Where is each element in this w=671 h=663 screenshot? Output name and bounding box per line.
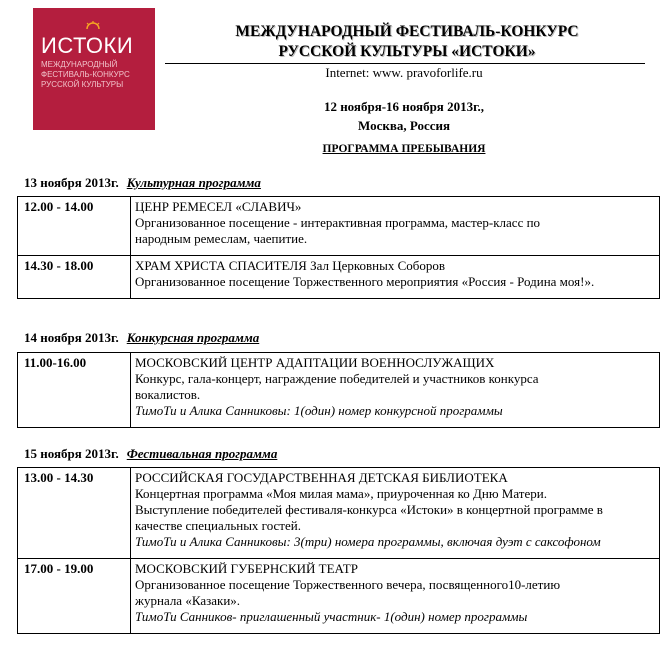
day-program: Культурная программа <box>126 175 261 190</box>
event-details <box>131 559 660 634</box>
event-description: Организованное посещение - интерактивная программа, мастер-класс по <box>135 215 541 230</box>
event-description: Организованное посещение Торжественного вечера, посвященного10-летию <box>135 577 561 592</box>
event-description: вокалистов. <box>135 387 201 402</box>
festival-logo <box>33 8 155 130</box>
program-heading: ПРОГРАММА ПРЕБЫВАНИЯ <box>322 143 486 155</box>
website-line: Internet: www. pravoforlife.ru <box>325 65 483 80</box>
event-place: РОССИЙСКАЯ ГОСУДАРСТВЕННАЯ ДЕТСКАЯ БИБЛИОТЕКА <box>135 470 508 485</box>
document-title <box>172 22 642 62</box>
table-row <box>18 468 660 559</box>
sun-icon <box>85 21 101 29</box>
event-participants: ТимоТи и Алика Санниковы: 3(три) номера программы, включая дуэт с саксофоном <box>135 534 601 549</box>
event-time: 17.00 - 19.00 <box>18 559 131 634</box>
event-time: 11.00-16.00 <box>18 353 131 428</box>
event-place: ХРАМ ХРИСТА СПАСИТЕЛЯ Зал Церковных Соборов <box>135 258 446 273</box>
day-date: 13 ноября 2013г. <box>24 175 119 190</box>
day-heading <box>24 175 261 191</box>
schedule-table <box>17 352 660 428</box>
event-description: народным ремеслам, чаепитие. <box>135 231 308 246</box>
title-line: МЕЖДУНАРОДНЫЙ ФЕСТИВАЛЬ-КОНКУРС <box>235 23 579 40</box>
event-time: 14.30 - 18.00 <box>18 256 131 299</box>
event-place: ЦЕНР РЕМЕСЕЛ «СЛАВИЧ» <box>135 199 302 214</box>
logo-subtitle <box>41 60 151 90</box>
event-details <box>131 256 660 299</box>
event-description: Конкурс, гала-концерт, награждение победителей и участников конкурса <box>135 371 539 386</box>
event-dates <box>172 97 636 135</box>
logo-subtitle-line: МЕЖДУНАРОДНЫЙ <box>41 60 118 69</box>
event-place: МОСКОВСКИЙ ЦЕНТР АДАПТАЦИИ ВОЕННОСЛУЖАЩИХ <box>135 355 495 370</box>
day-program: Фестивальная программа <box>126 446 278 461</box>
table-row <box>18 559 660 634</box>
event-details <box>131 197 660 256</box>
dates: 12 ноября-16 ноября 2013г., <box>323 99 485 114</box>
event-description: Концертная программа «Моя милая мама», приуроченная ко Дню Матери. <box>135 486 547 501</box>
table-row <box>18 256 660 299</box>
event-details <box>131 468 660 559</box>
event-description: журнала «Казаки». <box>135 593 241 608</box>
event-participants: ТимоТи Санников- приглашенный участник- 1(один) номер программы <box>135 609 528 624</box>
event-participants: ТимоТи и Алика Санниковы: 1(один) номер конкурсной программы <box>135 403 503 418</box>
event-description: качестве специальных гостей. <box>135 518 301 533</box>
schedule-table <box>17 196 660 299</box>
day-date: 14 ноября 2013г. <box>24 330 119 345</box>
title-line: РУССКОЙ КУЛЬТУРЫ «ИСТОКИ» <box>278 43 536 60</box>
location: Москва, Россия <box>357 118 451 133</box>
logo-subtitle-line: РУССКОЙ КУЛЬТУРЫ <box>41 80 124 89</box>
event-description: Выступление победителей фестиваля-конкурса «Истоки» в концертной программе в <box>135 502 603 517</box>
day-heading <box>24 446 277 462</box>
day-heading <box>24 330 259 346</box>
logo-subtitle-line: ФЕСТИВАЛЬ-КОНКУРС <box>41 70 130 79</box>
event-place: МОСКОВСКИЙ ГУБЕРНСКИЙ ТЕАТР <box>135 561 358 576</box>
schedule-table <box>17 467 660 634</box>
event-details <box>131 353 660 428</box>
table-row <box>18 197 660 256</box>
event-description: Организованное посещение Торжественного мероприятия «Россия - Родина моя!». <box>135 274 595 289</box>
day-program: Конкурсная программа <box>126 330 260 345</box>
event-time: 13.00 - 14.30 <box>18 468 131 559</box>
table-row <box>18 353 660 428</box>
header-divider <box>165 63 645 64</box>
logo-title: ИСТОКИ <box>41 33 134 58</box>
event-time: 12.00 - 14.00 <box>18 197 131 256</box>
day-date: 15 ноября 2013г. <box>24 446 119 461</box>
